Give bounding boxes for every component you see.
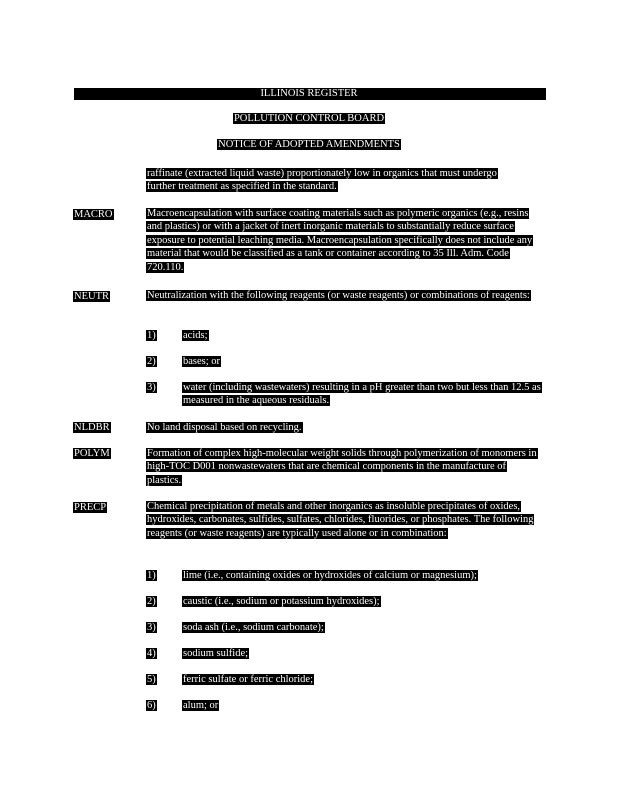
code-neutr: NEUTR [74, 291, 109, 302]
list-item: bases; or [183, 356, 221, 367]
list-item: soda ash (i.e., sodium carbonate); [183, 622, 324, 633]
item-number: 3) [147, 622, 156, 633]
list-item: caustic (i.e., sodium or potassium hydroxides); [183, 596, 380, 607]
intro-paragraph: raffinate (extracted liquid waste) proportionately low in organics that must undergo further treatment as specified in the standard. [147, 168, 497, 193]
code-macro: MACRO [74, 209, 113, 220]
code-polym: POLYM [74, 448, 110, 459]
list-item: sodium sulfide; [183, 648, 249, 659]
item-number: 1) [147, 570, 156, 581]
code-precp: PRECP [74, 502, 107, 513]
item-number: 3) [147, 382, 156, 393]
item-number: 2) [147, 356, 156, 367]
list-item: water (including wastewaters) resulting in a pH greater than two but less than 12.5 as measured in the aqueous residuals. [183, 382, 541, 407]
list-item: acids; [183, 330, 208, 341]
item-number: 1) [147, 330, 156, 341]
definition-nldbr: No land disposal based on recycling. [147, 422, 302, 433]
list-item: lime (i.e., containing oxides or hydroxides of calcium or magnesium); [183, 570, 477, 581]
list-item: alum; or [183, 700, 219, 711]
definition-polym: Formation of complex high-molecular weight solids through polymerization of monomers in high-TOC D001 nonwastewaters that are chemical components in the manufacture of plastics. [147, 448, 537, 486]
code-nldbr: NLDBR [74, 422, 110, 433]
board-title: POLLUTION CONTROL BOARD [233, 113, 385, 124]
definition-macro: Macroencapsulation with surface coating materials such as polymeric organics (e.g., resins and plastics) or with a jacket of inert inorganic materials to substantially reduce surface exposure to potential leaching media. Macroencapsulation specifically does not include any material that would be classified as a tank or container according to 35 Ill. Adm. Code 720.110. [147, 208, 533, 273]
list-item: ferric sulfate or ferric chloride; [183, 674, 314, 685]
register-title: ILLINOIS REGISTER [260, 88, 358, 99]
item-number: 6) [147, 700, 156, 711]
notice-title: NOTICE OF ADOPTED AMENDMENTS [218, 139, 400, 150]
item-number: 4) [147, 648, 156, 659]
definition-precp: Chemical precipitation of metals and other inorganics as insoluble precipitates of oxides, hydroxides, carbonates, sulfides, sulfates, chlorides, fluorides, or phosphates. The following reagents (or waste reagents) are typically used alone or in combination: [147, 501, 534, 539]
definition-neutr: Neutralization with the following reagents (or waste reagents) or combinations of reagents: [147, 290, 530, 301]
item-number: 5) [147, 674, 156, 685]
item-number: 2) [147, 596, 156, 607]
